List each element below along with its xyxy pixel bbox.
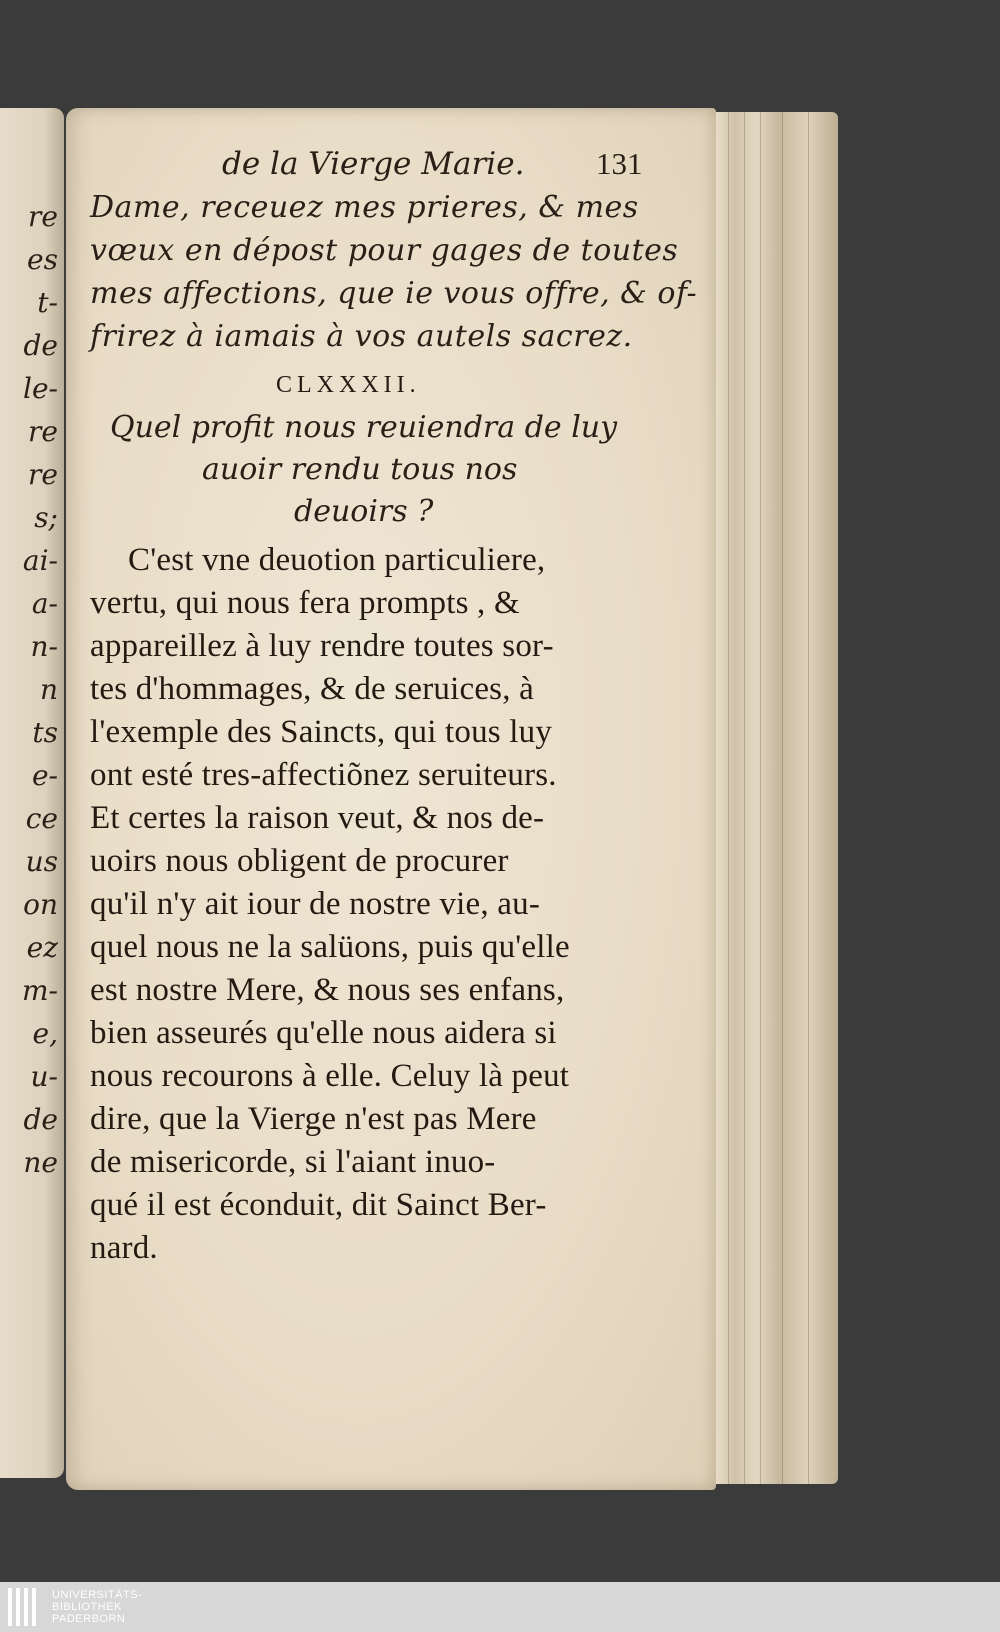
body-line: uoirs nous obligent de procurer	[90, 843, 509, 879]
body-line: nous recourons à elle. Celuy là peut	[90, 1058, 570, 1094]
body-line: nard.	[90, 1230, 158, 1266]
left-page-fragment: s;	[34, 501, 58, 534]
library-name-line: BIBLIOTHEK	[52, 1601, 122, 1613]
left-page-fragment: a-	[31, 587, 58, 620]
heading-line: Quel profit nous reuiendra de luy	[110, 410, 618, 445]
prev-line: Dame, receuez mes prieres, & mes	[90, 190, 639, 225]
body-line: C'est vne deuotion particuliere,	[128, 542, 546, 578]
prev-line: vœux en dépost pour gages de toutes	[90, 233, 679, 268]
left-page-fragment: n-	[30, 630, 58, 663]
body-line: bien asseurés qu'elle nous aidera si	[90, 1015, 557, 1051]
left-page-fragment: t-	[37, 286, 58, 319]
left-page-fragment: re	[28, 200, 58, 233]
library-name	[52, 1589, 142, 1625]
body-line: dire, que la Vierge n'est pas Mere	[90, 1101, 537, 1137]
heading-line: auoir rendu tous nos	[202, 452, 518, 487]
body-line: est nostre Mere, & nous ses enfans,	[90, 972, 565, 1008]
body-line: qu'il n'y ait iour de nostre vie, au-	[90, 886, 541, 922]
left-page-fragment: de	[23, 329, 58, 362]
left-page-fragment: de	[23, 1103, 58, 1136]
left-page-fragment: re	[28, 415, 58, 448]
page-number: 131	[596, 146, 643, 181]
running-head: de la Vierge Marie.	[222, 146, 525, 182]
library-name-line: PADERBORN	[52, 1613, 126, 1625]
footer-bar	[0, 1582, 1000, 1632]
left-page-fragment: n	[39, 673, 58, 706]
heading-line: deuoirs ?	[294, 494, 434, 529]
left-page-fragment: on	[23, 888, 58, 921]
body-line: Et certes la raison veut, & nos de-	[90, 800, 545, 836]
left-page-fragment: es	[27, 243, 58, 276]
left-page-fragment: ce	[25, 802, 58, 835]
left-page-fragment: us	[25, 845, 58, 878]
library-name-line: UNIVERSITÄTS-	[52, 1589, 143, 1601]
left-page-fragment: e-	[31, 759, 58, 792]
left-page-fragment: ne	[23, 1146, 58, 1179]
left-page-fragment: le-	[23, 372, 58, 405]
body-line: ont esté tres-affectiõnez seruiteurs.	[90, 757, 557, 793]
body-line: quel nous ne la salüons, puis qu'elle	[90, 929, 570, 965]
left-page-fragment: re	[28, 458, 58, 491]
left-page-fragment: m-	[21, 974, 58, 1007]
left-page-fragment: e,	[32, 1017, 58, 1050]
library-logo-icon	[8, 1588, 44, 1626]
prev-line: frirez à iamais à vos autels sacrez.	[90, 319, 633, 354]
body-line: tes d'hommages, & de seruices, à	[90, 671, 534, 707]
prev-line: mes affections, que ie vous offre, & of-	[90, 276, 698, 311]
left-page-edge	[0, 108, 64, 1478]
body-line: de misericorde, si l'aiant inuo-	[90, 1144, 496, 1180]
body-line: l'exemple des Saincts, qui tous luy	[90, 714, 553, 750]
left-page-fragment: ai-	[22, 544, 58, 577]
left-page-fragment: ts	[32, 716, 58, 749]
body-line: vertu, qui nous fera prompts , &	[90, 585, 520, 621]
body-line: appareillez à luy rendre toutes sor-	[90, 628, 554, 664]
book-page	[66, 108, 716, 1490]
left-page-fragment: ez	[26, 931, 58, 964]
body-line: qué il est éconduit, dit Sainct Ber-	[90, 1187, 547, 1223]
left-page-fragment: u-	[30, 1060, 58, 1093]
section-number: CLXXXII.	[276, 372, 421, 398]
